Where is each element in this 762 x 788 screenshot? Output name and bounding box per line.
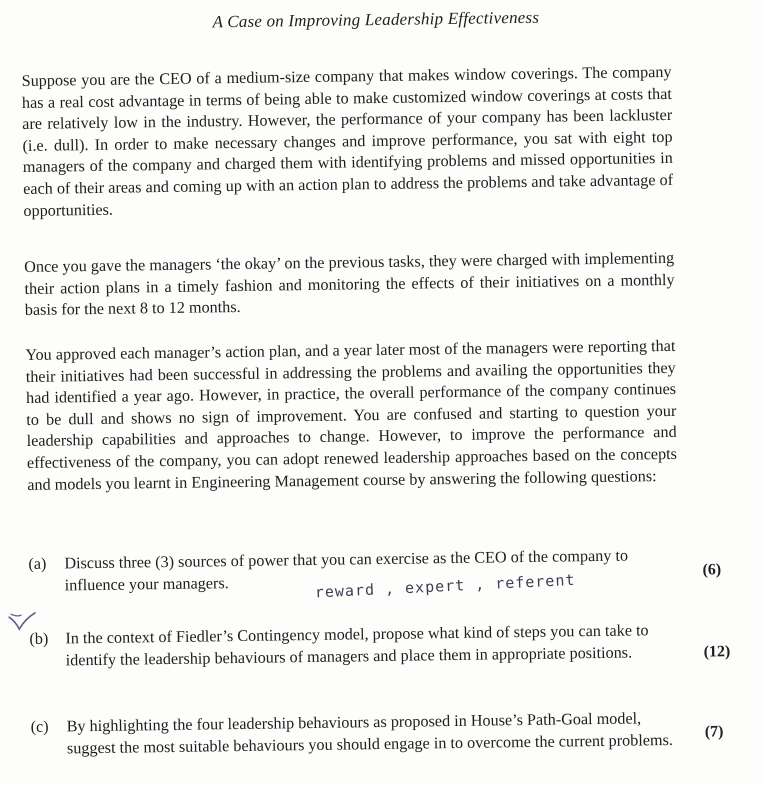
- question-text: Discuss three (3) sources of power that you can exercise as the CEO of the company to influence your managers.: [64, 546, 629, 595]
- question-text: In the context of Fiedler’s Contingency model, propose what kind of steps you can take to identify the leadership behaviours of managers and place them in appropriate positions.: [65, 621, 649, 670]
- question-c: [31, 708, 682, 760]
- question-a-marks: (6): [702, 561, 722, 579]
- paragraph-scenario: Suppose you are the CEO of a medium-size company that makes window coverings. The company has a real cost advantage in terms of being able to make customized window coverings at costs that are relatively low in the industry. However, the performance of your company has been lackluster (i.e. dull). In order to make necessary changes and improve performance, you sat with eight top managers of the company and charged them with identifying problems and missed opportunities in each of their areas and coming up with an action plan to address the problems and take advantage of opportunities.: [21, 62, 674, 220]
- question-text: By highlighting the four leadership behaviours as proposed in House’s Path-Goal model, suggest the most suitable behaviours you should engage in to overcome the current problems.: [66, 709, 674, 758]
- handwritten-note: reward , expert , referent: [314, 570, 576, 602]
- question-b-marks: (12): [703, 643, 731, 661]
- document-title: A Case on Improving Leadership Effectiveness: [212, 7, 540, 32]
- question-b: [29, 620, 680, 672]
- question-label: (a): [28, 554, 47, 573]
- question-label: (b): [29, 629, 49, 648]
- question-c-marks: (7): [704, 723, 724, 741]
- paragraph-implementation: Once you gave the managers ‘the okay’ on the previous tasks, they were charged with implementing their action plans in a timely fashion and monitoring the effects of their initiatives on a monthly basis for the next 8 to 12 months.: [24, 248, 675, 320]
- paragraph-problem: You approved each manager’s action plan, and a year later most of the managers were reporting that their initiatives had been successful in addressing the problems and availing the opportunities they had identified a year ago. However, in practice, the overall performance of the company continues to be dull and shows no sign of improvement. You are confused and starting to question your leadership capabilities and approaches to change. However, to improve the performance and effectiveness of the company, you can adopt renewed leadership approaches based on the concepts and models you learnt in Engineering Management course by answering the following questions:: [25, 336, 678, 494]
- question-label: (c): [30, 717, 49, 736]
